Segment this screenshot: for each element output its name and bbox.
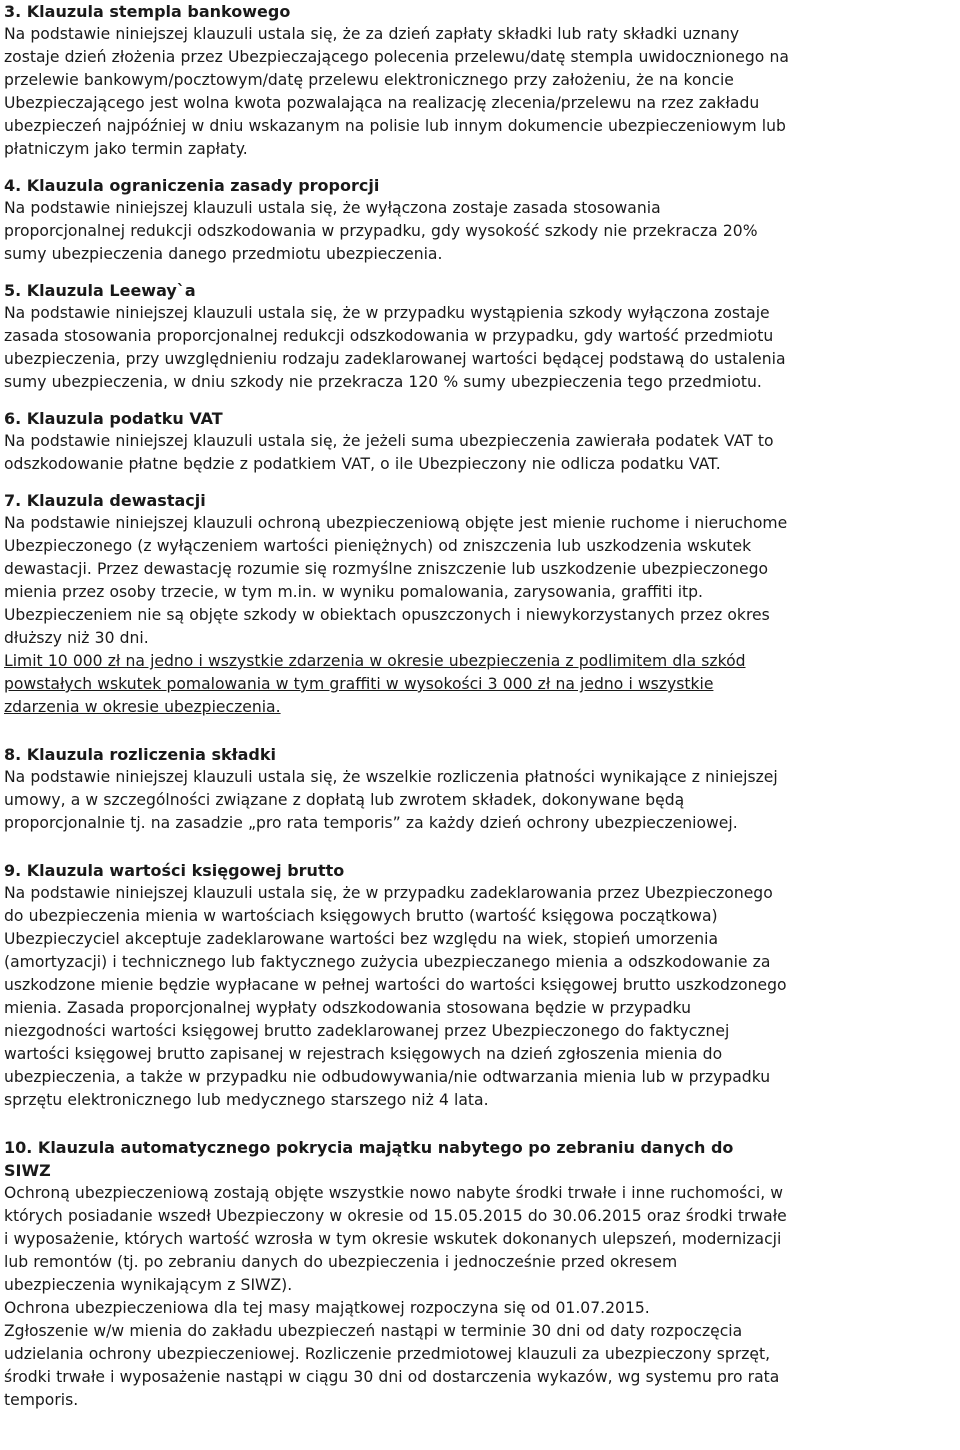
clause-3 [4,0,956,161]
clause-10 [4,1136,956,1412]
clause-title: 3. Klauzula stempla bankowego [4,2,291,21]
limit-note: Limit 10 000 zł na jedno i wszystkie zdarzenia w okresie ubezpieczenia z podlimitem dla szkód powstałych wskutek pomalowania w tym graffiti w wysokości 3 000 zł na jedno i wszystkie zdarzenia w okresie ubezpieczenia. [4,652,746,716]
clause-7 [4,489,956,719]
clause-8 [4,743,956,835]
clause-title: 4. Klauzula ograniczenia zasady proporcji [4,176,380,195]
clause-4 [4,174,956,266]
clause-9 [4,859,956,1112]
clause-paragraph: Na podstawie niniejszej klauzuli ochroną ubezpieczeniową objęte jest mienie ruchome i nieruchome Ubezpieczonego (z wyłączeniem wartości pieniężnych) od zniszczenia lub uszkodzenia wskutek dewastacji. Przez dewastację rozumie się rozmyślne zniszczenie lub uszkodzenie ubezpieczonego mienia przez osoby trzecie, w tym m.in. w wyniku pomalowania, zarysowania, graffiti itp. Ubezpieczeniem nie są objęte szkody w obiektach opuszczonych i niewykorzystanych przez okres dłuższy niż 30 dni. [4,514,788,647]
clause-title: 6. Klauzula podatku VAT [4,409,223,428]
clause-paragraph: Na podstawie niniejszej klauzuli ustala się, że jeżeli suma ubezpieczenia zawierała podatek VAT to odszkodowanie płatne będzie z podatkiem VAT, o ile Ubezpieczony nie odlicza podatku VAT. [4,432,774,473]
clause-title: 5. Klauzula Leeway`a [4,281,196,300]
clause-paragraph: Na podstawie niniejszej klauzuli ustala się, że w przypadku zadeklarowania przez Ubezpieczonego do ubezpieczenia mienia w wartościach księgowych brutto (wartość księgowa początkowa) Ubezpieczyciel akceptuje zadeklarowane wartości bez względu na wiek, stopień umorzenia (amortyzacji) i technicznego lub faktycznego zużycia ubezpieczanego mienia a odszkodowanie za uszkodzone mienie będzie wypłacane w pełnej wartości do wartości księgowej brutto uszkodzonego mienia. Zasada proporcjonalnej wypłaty odszkodowania stosowana będzie w przypadku niezgodności wartości księgowej brutto zadeklarowanej przez Ubezpieczonego do faktycznej wartości księgowej brutto zapisanej w rejestrach księgowych na dzień zgłoszenia mienia do ubezpieczenia, a także w przypadku nie odbudowywania/nie odtwarzania mienia lub w przypadku sprzętu elektronicznego lub medycznego starszego niż 4 lata. [4,884,787,1109]
clause-paragraph: Na podstawie niniejszej klauzuli ustala się, że w przypadku wystąpienia szkody wyłączona zostaje zasada stosowania proporcjonalnej redukcji odszkodowania w przypadku, gdy wartość przedmiotu ubezpieczenia, przy uwzględnieniu rodzaju zadeklarowanej wartości będącej podstawą do ustalenia sumy ubezpieczenia, w dniu szkody nie przekracza 120 % sumy ubezpieczenia tego przedmiotu. [4,304,786,391]
clause-paragraph: Ochroną ubezpieczeniową zostają objęte wszystkie nowo nabyte środki trwałe i inne ruchomości, w których posiadanie wszedł Ubezpieczony w okresie od 15.05.2015 do 30.06.2015 oraz środki trwałe i wyposażenie, których wartość wzrosła w tym okresie wskutek dokonanych ulepszeń, modernizacji lub remontów (tj. po zebraniu danych do ubezpieczenia i jednocześnie przed okresem ubezpieczenia wynikającym z SIWZ). [4,1184,787,1294]
clause-paragraph: Ochrona ubezpieczeniowa dla tej masy majątkowej rozpoczyna się od 01.07.2015. [4,1299,650,1317]
clause-title: 8. Klauzula rozliczenia składki [4,745,276,764]
clause-title: 10. Klauzula automatycznego pokrycia majątku nabytego po zebraniu danych do SIWZ [4,1138,734,1180]
clause-5 [4,279,956,394]
clause-paragraph: Na podstawie niniejszej klauzuli ustala się, że za dzień zapłaty składki lub raty składki uznany zostaje dzień złożenia przez Ubezpieczającego polecenia przelewu/datę stempla uwidocznionego na przelewie bankowym/pocztowym/datę przelewu elektronicznego przy założeniu, że na koncie Ubezpieczającego jest wolna kwota pozwalająca na realizację zlecenia/przelewu na rzez zakładu ubezpieczeń najpóźniej w dniu wskazanym na polisie lub innym dokumencie ubezpieczeniowym lub płatniczym jako termin zapłaty. [4,25,789,158]
clause-title: 9. Klauzula wartości księgowej brutto [4,861,345,880]
clause-paragraph: Na podstawie niniejszej klauzuli ustala się, że wszelkie rozliczenia płatności wynikające z niniejszej umowy, a w szczególności związane z dopłatą lub zwrotem składek, dokonywane będą proporcjonalnie tj. na zasadzie „pro rata temporis” za każdy dzień ochrony ubezpieczeniowej. [4,768,778,832]
clause-6 [4,407,956,476]
clause-paragraph: Na podstawie niniejszej klauzuli ustala się, że wyłączona zostaje zasada stosowania proporcjonalnej redukcji odszkodowania w przypadku, gdy wysokość szkody nie przekracza 20% sumy ubezpieczenia danego przedmiotu ubezpieczenia. [4,199,758,263]
clause-paragraph: Zgłoszenie w/w mienia do zakładu ubezpieczeń nastąpi w terminie 30 dni od daty rozpoczęcia udzielania ochrony ubezpieczeniowej. Rozliczenie przedmiotowej klauzuli za ubezpieczony sprzęt, środki trwałe i wyposażenie nastąpi w ciągu 30 dni od dostarczenia wykazów, wg systemu pro rata temporis. [4,1322,780,1409]
clause-title: 7. Klauzula dewastacji [4,491,206,510]
